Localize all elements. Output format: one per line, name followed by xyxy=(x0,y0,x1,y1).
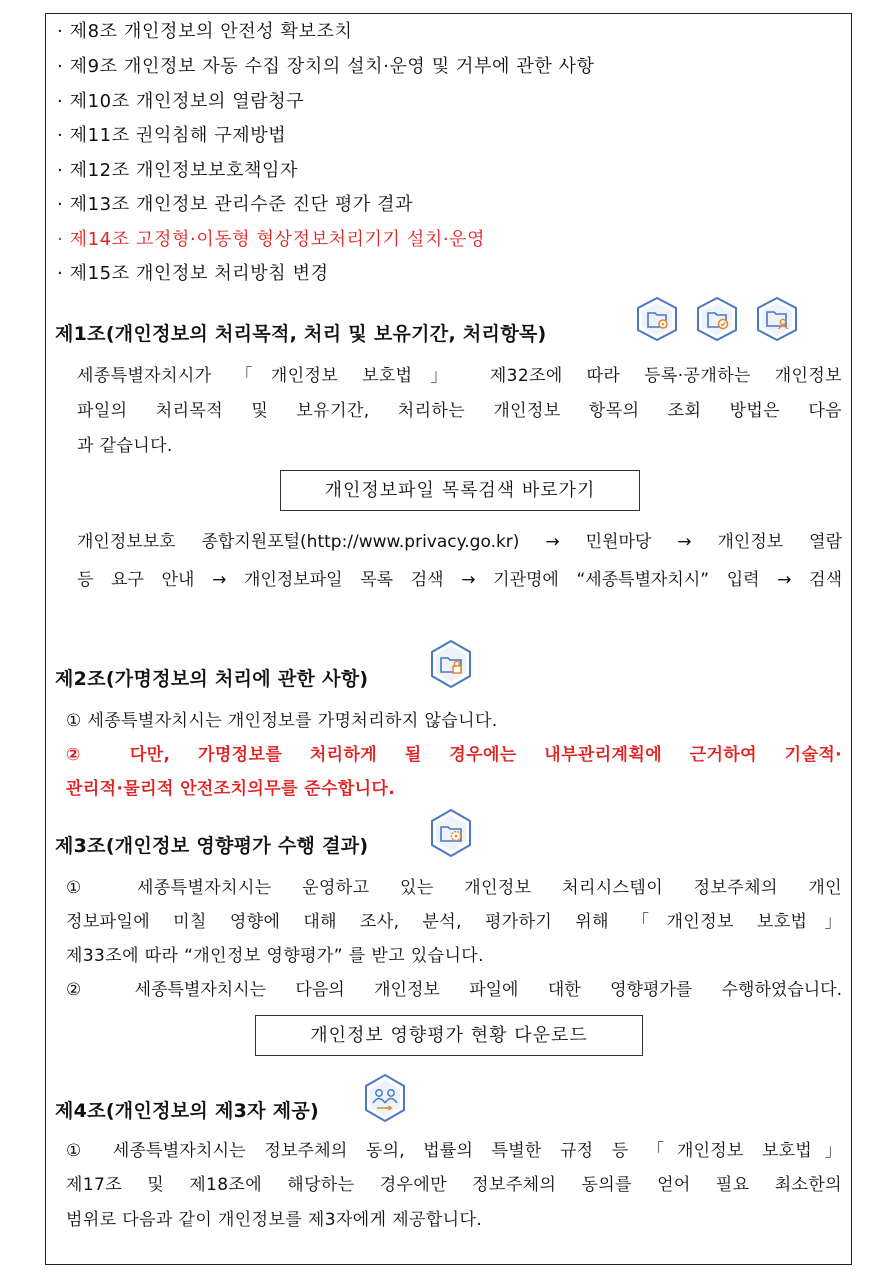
article-3-item-1-line-3: 제33조에 따라 “개인정보 영향평가” 를 받고 있습니다. xyxy=(66,946,484,966)
folder-check-icon xyxy=(694,296,740,342)
article-4-item-1-line-3: 범위로 다음과 같이 개인정보를 제3자에게 제공합니다. xyxy=(66,1210,483,1230)
toc-item-8: · 제8조 개인정보의 안전성 확보조치 xyxy=(57,21,353,42)
privacy-portal-path-line-1: 개인정보보호 종합지원포털(http://www.privacy.go.kr) → 민원마당 → 개인정보 열람 xyxy=(77,532,842,552)
article-3-item-1-line-1: ① 세종특별자치시는 운영하고 있는 개인정보 처리시스템이 정보주체의 개인 xyxy=(66,878,842,898)
folder-lock-icon xyxy=(428,639,474,689)
article-2-item-1: ① 세종특별자치시는 개인정보를 가명처리하지 않습니다. xyxy=(66,711,498,731)
toc-item-12: · 제12조 개인정보보호책임자 xyxy=(57,160,298,181)
article-1-heading: 제1조(개인정보의 처리목적, 처리 및 보유기간, 처리항목) xyxy=(55,323,547,345)
toc-item-10: · 제10조 개인정보의 열람청구 xyxy=(57,91,305,112)
article-2-item-2-line-2: 관리적·물리적 안전조치의무를 준수합니다. xyxy=(66,779,396,799)
article-1-para-line-1: 세종특별자치시가 「개인정보 보호법」 제32조에 따라 등록·공개하는 개인정보 xyxy=(77,366,842,386)
article-2-item-2-line-1: ② 다만, 가명정보를 처리하게 될 경우에는 내부관리계획에 근거하여 기술적· xyxy=(66,745,842,765)
article-1-para-line-2: 파일의 처리목적 및 보유기간, 처리하는 개인정보 항목의 조회 방법은 다음 xyxy=(77,401,842,421)
article-1-para-line-3: 과 같습니다. xyxy=(77,436,173,456)
toc-item-9: · 제9조 개인정보 자동 수집 장치의 설치·운영 및 거부에 관한 사항 xyxy=(57,56,595,77)
article-4-item-1-line-2: 제17조 및 제18조에 해당하는 경우에만 정보주체의 동의를 얻어 필요 최소한의 xyxy=(66,1175,842,1195)
article-3-item-1-line-2: 정보파일에 미칠 영향에 대해 조사, 분석, 평가하기 위해 「개인정보 보호법」 xyxy=(66,912,842,932)
toc-item-14: · 제14조 고정형·이동형 형상정보처리기기 설치·운영 xyxy=(57,229,486,250)
folder-gear-icon xyxy=(634,296,680,342)
toc-item-15: · 제15조 개인정보 처리방침 변경 xyxy=(57,263,329,284)
article-4-heading: 제4조(개인정보의 제3자 제공) xyxy=(55,1100,320,1122)
impact-assessment-download-button[interactable]: 개인정보 영향평가 현황 다운로드 xyxy=(255,1015,643,1056)
file-list-search-link-button[interactable]: 개인정보파일 목록검색 바로가기 xyxy=(280,470,640,511)
article-3-heading: 제3조(개인정보 영향평가 수행 결과) xyxy=(55,835,369,857)
folder-person-icon xyxy=(754,296,800,342)
toc-item-11: · 제11조 권익침해 구제방법 xyxy=(57,125,287,146)
folder-gear-badge-icon xyxy=(428,808,474,858)
people-share-icon xyxy=(362,1073,408,1123)
toc-item-13: · 제13조 개인정보 관리수준 진단 평가 결과 xyxy=(57,194,414,215)
article-3-item-2: ② 세종특별자치시는 다음의 개인정보 파일에 대한 영향평가를 수행하였습니다. xyxy=(66,980,842,1000)
privacy-portal-path-line-2: 등 요구 안내 → 개인정보파일 목록 검색 → 기관명에 “세종특별자치시” 입력 → 검색 xyxy=(77,570,842,590)
article-4-item-1-line-1: ① 세종특별자치시는 정보주체의 동의, 법률의 특별한 규정 등 「개인정보 보호법」 xyxy=(66,1141,842,1161)
article-2-heading: 제2조(가명정보의 처리에 관한 사항) xyxy=(55,668,369,690)
